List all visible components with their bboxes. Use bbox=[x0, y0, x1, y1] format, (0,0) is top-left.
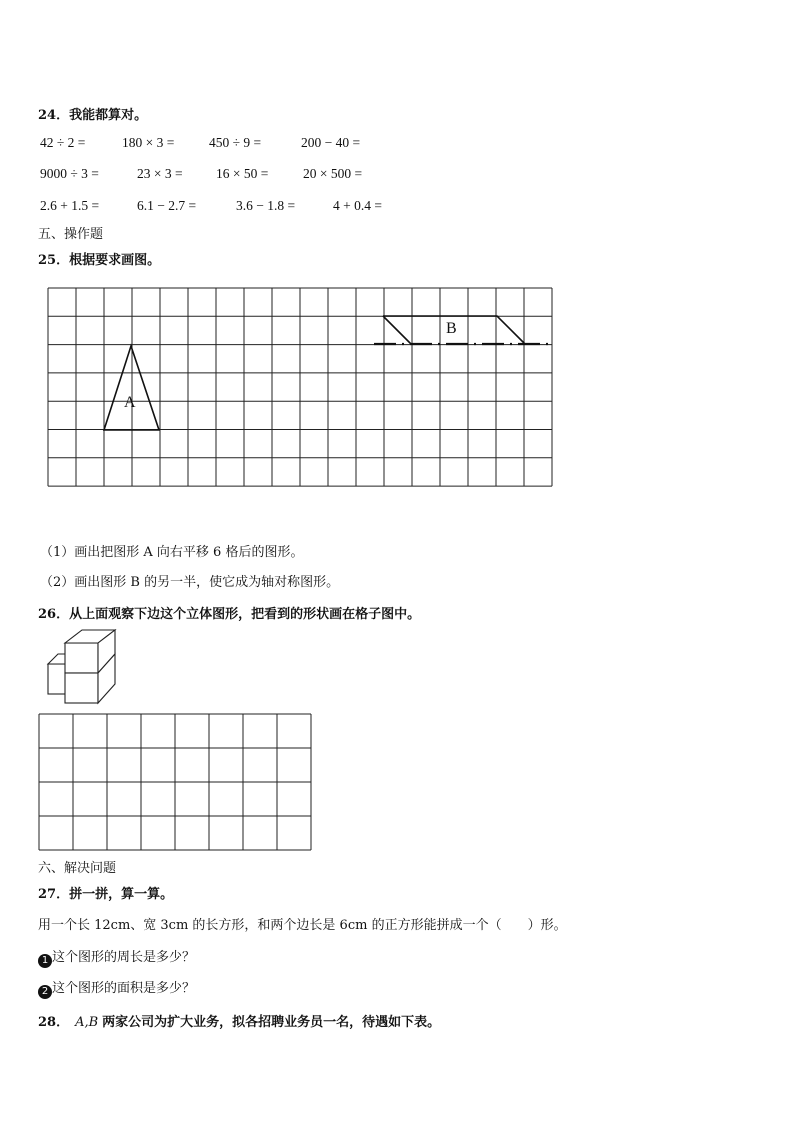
q28-number: 28． bbox=[38, 1015, 70, 1030]
q24-expr-3-3: 3.6 − 1.8 = bbox=[236, 198, 296, 213]
q25-title: 25．根据要求画图。 bbox=[38, 253, 161, 268]
section-5-heading: 五、操作题 bbox=[38, 227, 104, 242]
circled-2-mark: 2 bbox=[38, 985, 52, 999]
q27-item-1 bbox=[38, 946, 195, 968]
q24-expr-1-2: 180 × 3 = bbox=[122, 135, 175, 150]
q27-item-1-text: 这个图形的周长是多少？ bbox=[52, 950, 196, 965]
circled-1-mark: 1 bbox=[38, 954, 52, 968]
q24-expr-1-4: 200 − 40 = bbox=[301, 135, 361, 150]
q24-expr-2-4: 20 × 500 = bbox=[303, 166, 363, 181]
q24-expr-2-3: 16 × 50 = bbox=[216, 166, 269, 181]
q28-label: A,B bbox=[75, 1015, 99, 1030]
label-a: A bbox=[124, 394, 136, 411]
q25-sub-1: （1）画出把图形 A 向右平移 6 格后的图形。 bbox=[40, 545, 304, 560]
q27-item-2-text: 这个图形的面积是多少？ bbox=[52, 981, 196, 996]
q24-expr-1-1: 42 ÷ 2 = bbox=[40, 135, 86, 150]
cube-bottom-front bbox=[65, 673, 98, 703]
q24-expr-3-4: 4 + 0.4 = bbox=[333, 198, 382, 213]
q24-title: 24．我能都算对。 bbox=[38, 108, 148, 123]
q24-expr-2-2: 23 × 3 = bbox=[137, 166, 183, 181]
q28-line bbox=[38, 1011, 440, 1030]
cube-top-front bbox=[65, 643, 98, 673]
q24-expr-2-1: 9000 ÷ 3 = bbox=[40, 166, 99, 181]
q27-item-2 bbox=[38, 977, 195, 999]
section-6-heading: 六、解决问题 bbox=[38, 861, 117, 876]
q27-text: 用一个长 12cm、宽 3cm 的长方形，和两个边长是 6cm 的正方形能拼成一个（ ）形。 bbox=[38, 918, 567, 933]
q24-expr-3-2: 6.1 − 2.7 = bbox=[137, 198, 197, 213]
q26-title: 26．从上面观察下边这个立体图形，把看到的形状画在格子图中。 bbox=[38, 607, 421, 622]
q26-grid bbox=[39, 714, 311, 850]
q27-title: 27．拼一拼，算一算。 bbox=[38, 887, 174, 902]
q25-sub-2: （2）画出图形 B 的另一半，使它成为轴对称图形。 bbox=[40, 575, 340, 590]
label-b: B bbox=[446, 320, 457, 337]
q24-expr-1-3: 450 ÷ 9 = bbox=[209, 135, 262, 150]
q28-text: 两家公司为扩大业务，拟各招聘业务员一名，待遇如下表。 bbox=[102, 1015, 441, 1030]
q24-expr-3-1: 2.6 + 1.5 = bbox=[40, 198, 100, 213]
